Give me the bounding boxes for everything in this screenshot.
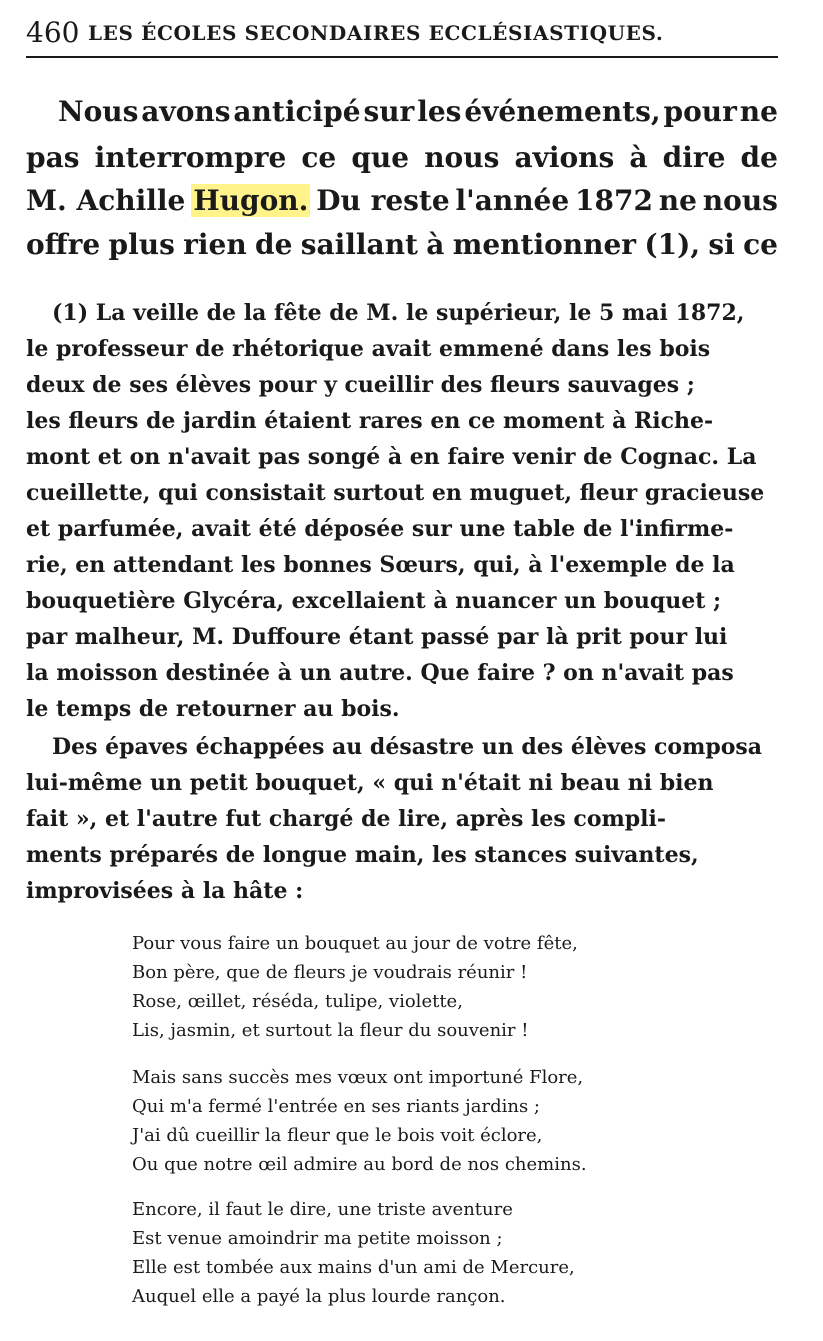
footnote-line: cueillette, qui consistait surtout en muguet, fleur gracieuse <box>26 480 765 506</box>
body-line-3: M. Achille Hugon. Du reste l'année 1872 ne nous <box>26 184 778 217</box>
poem-line: Mais sans succès mes vœux ont importuné Flore, <box>132 1067 584 1088</box>
footnote-line: les fleurs de jardin étaient rares en ce moment à Riche- <box>26 408 714 434</box>
poem-line: Elle est tombée aux mains d'un ami de Mercure, <box>132 1257 575 1278</box>
poem-line: Encore, il faut le dire, une triste aventure <box>132 1199 513 1220</box>
page-header <box>26 12 778 58</box>
footnote-line: la moisson destinée à un autre. Que faire ? on n'avait pas <box>26 660 734 686</box>
page-number: 460 <box>26 16 80 49</box>
poem-line: Bon père, que de fleurs je voudrais réunir ! <box>132 962 528 983</box>
footnote-line: mont et on n'avait pas songé à en faire venir de Cognac. La <box>26 444 757 470</box>
poem-line: Ou que notre œil admire au bord de nos chemins. <box>132 1154 587 1175</box>
footnote-line: rie, en attendant les bonnes Sœurs, qui, à l'exemple de la <box>26 552 735 578</box>
footnote-line: fait », et l'autre fut chargé de lire, après les compli- <box>26 806 666 832</box>
running-title: LES ÉCOLES SECONDAIRES ECCLÉSIASTIQUES. <box>88 21 664 45</box>
poem-line: J'ai dû cueillir la fleur que le bois voit éclore, <box>132 1125 543 1146</box>
body-line-4: offre plus rien de saillant à mentionner (1), si ce <box>26 228 778 261</box>
poem-line: Auquel elle a payé la plus lourde rançon. <box>132 1286 506 1307</box>
poem-line: Est venue amoindrir ma petite moisson ; <box>132 1228 503 1249</box>
footnote-line: (1) La veille de la fête de M. le supérieur, le 5 mai 1872, <box>52 300 745 326</box>
footnote-line: deux de ses élèves pour y cueillir des fleurs sauvages ; <box>26 372 695 398</box>
highlighted-name: Hugon. <box>193 184 309 217</box>
poem-line: Pour vous faire un bouquet au jour de votre fête, <box>132 933 578 954</box>
footnote-line: Des épaves échappées au désastre un des élèves composa <box>52 734 763 760</box>
footnote-line: le professeur de rhétorique avait emmené dans les bois <box>26 336 711 362</box>
poem-line: Lis, jasmin, et surtout la fleur du souvenir ! <box>132 1020 529 1041</box>
footnote-line: le temps de retourner au bois. <box>26 696 400 722</box>
poem-line: Rose, œillet, réséda, tulipe, violette, <box>132 991 463 1012</box>
footnote-line: et parfumée, avait été déposée sur une table de l'infirme- <box>26 516 734 542</box>
footnote-line: par malheur, M. Duffoure étant passé par là prit pour lui <box>26 624 728 650</box>
poem-line: Qui m'a fermé l'entrée en ses riants jardins ; <box>132 1096 540 1117</box>
body-line-1: Nous avons anticipé sur les événements, pour ne <box>58 95 778 128</box>
footnote-line: improvisées à la hâte : <box>26 878 304 904</box>
footnote-line: lui-même un petit bouquet, « qui n'était ni beau ni bien <box>26 770 714 796</box>
footnote-line: bouquetière Glycéra, excellaient à nuancer un bouquet ; <box>26 588 722 614</box>
footnote-line: ments préparés de longue main, les stances suivantes, <box>26 842 699 868</box>
body-line-2: pas interrompre ce que nous avions à dire de <box>26 141 778 174</box>
